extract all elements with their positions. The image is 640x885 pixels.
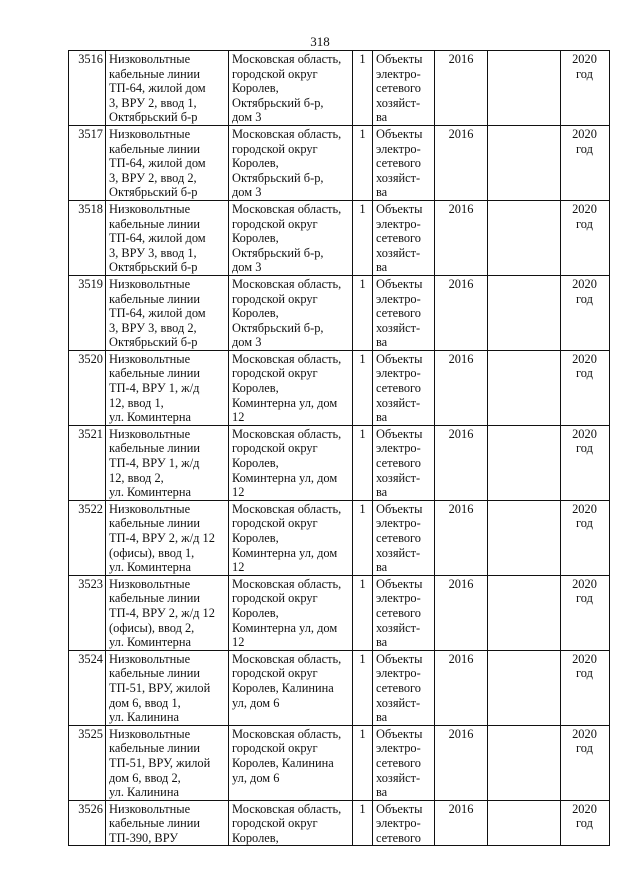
- cell-line: Объекты: [376, 126, 423, 141]
- cell-line: городской округ: [232, 666, 318, 681]
- cell-line: Королев, Калинина: [232, 680, 334, 695]
- cell-line: электро-: [376, 366, 421, 381]
- cell-line: электро-: [376, 816, 421, 831]
- cell-line: городской округ: [232, 516, 318, 531]
- object-name-cell: [106, 575, 229, 650]
- cell-line: Королев, Калинина: [232, 755, 334, 770]
- cell-line: ТП-4, ВРУ 1, ж/д: [109, 381, 200, 396]
- cell-line: сетевого: [376, 306, 421, 321]
- row-number-cell: 3526: [69, 800, 106, 846]
- quantity-cell: 1: [353, 125, 373, 200]
- cell-line: кабельные линии: [109, 516, 201, 531]
- cell-line: Королев,: [232, 531, 279, 545]
- extra-cell: [488, 275, 561, 350]
- cell-line: хозяйст-: [376, 620, 421, 635]
- address-cell: [229, 200, 353, 275]
- cell-line: Московская область,: [232, 351, 342, 366]
- cell-line: Октябрьский б-р,: [232, 245, 324, 260]
- cell-line: ва: [376, 410, 388, 425]
- deadline-cell: [561, 575, 610, 650]
- cell-line: 2020: [572, 576, 597, 591]
- cell-line: 2020: [572, 276, 597, 291]
- category-cell: [373, 800, 435, 846]
- year-cell: 2016: [435, 575, 488, 650]
- cell-line: хозяйст-: [376, 320, 421, 335]
- extra-cell: [488, 350, 561, 425]
- cell-line: ул. Калинина: [109, 710, 179, 725]
- category-cell: [373, 500, 435, 575]
- cell-line: кабельные линии: [109, 816, 201, 831]
- cell-line: хозяйст-: [376, 470, 421, 485]
- cell-line: ул. Коминтерна: [109, 635, 191, 650]
- deadline-cell: [561, 275, 610, 350]
- address-cell: [229, 51, 353, 126]
- object-name-cell: [106, 125, 229, 200]
- cell-line: Октябрьский б-р: [109, 335, 198, 350]
- page-number: 318: [310, 34, 330, 49]
- cell-line: Низковольтные: [109, 351, 191, 366]
- cell-line: хозяйст-: [376, 770, 421, 785]
- cell-line: 12, ввод 1,: [109, 395, 164, 410]
- cell-line: год: [576, 291, 593, 306]
- quantity-cell: 1: [353, 650, 373, 725]
- cell-line: Московская область,: [232, 726, 342, 741]
- quantity-cell: 1: [353, 350, 373, 425]
- category-cell: [373, 51, 435, 126]
- cell-line: год: [576, 216, 593, 231]
- cell-line: (офисы), ввод 1,: [109, 545, 195, 560]
- deadline-cell: [561, 200, 610, 275]
- object-name-cell: [106, 500, 229, 575]
- cell-line: электро-: [376, 741, 421, 756]
- cell-line: Московская область,: [232, 201, 342, 216]
- quantity-cell: 1: [353, 51, 373, 126]
- cell-line: Объекты: [376, 501, 423, 516]
- cell-line: городской округ: [232, 816, 318, 831]
- cell-line: кабельные линии: [109, 666, 201, 681]
- extra-cell: [488, 575, 561, 650]
- cell-line: ТП-64, жилой дом: [109, 231, 206, 246]
- cell-line: ва: [376, 260, 388, 275]
- cell-line: ул, дом 6: [232, 695, 280, 710]
- cell-line: ТП-51, ВРУ, жилой: [109, 755, 211, 770]
- cell-line: кабельные линии: [109, 366, 201, 381]
- table-row: [69, 725, 610, 800]
- cell-line: ва: [376, 335, 388, 350]
- cell-line: Низковольтные: [109, 576, 191, 591]
- year-cell: 2016: [435, 275, 488, 350]
- extra-cell: [488, 125, 561, 200]
- cell-line: Низковольтные: [109, 126, 191, 141]
- year-cell: 2016: [435, 125, 488, 200]
- row-number-cell: 3518: [69, 200, 106, 275]
- object-name-cell: [106, 275, 229, 350]
- cell-line: (офисы), ввод 2,: [109, 620, 195, 635]
- extra-cell: [488, 725, 561, 800]
- deadline-cell: [561, 800, 610, 846]
- cell-line: Низковольтные: [109, 726, 191, 741]
- year-cell: 2016: [435, 500, 488, 575]
- row-number-cell: 3525: [69, 725, 106, 800]
- cell-line: Объекты: [376, 201, 423, 216]
- cell-line: 3, ВРУ 2, ввод 2,: [109, 170, 197, 185]
- cell-line: сетевого: [376, 381, 421, 396]
- cell-line: городской округ: [232, 291, 318, 306]
- deadline-cell: [561, 500, 610, 575]
- cell-line: городской округ: [232, 591, 318, 606]
- cell-line: сетевого: [376, 605, 421, 620]
- address-cell: [229, 725, 353, 800]
- object-name-cell: [106, 650, 229, 725]
- cell-line: электро-: [376, 441, 421, 456]
- cell-line: 3, ВРУ 3, ввод 2,: [109, 320, 197, 335]
- cell-line: 2020: [572, 201, 597, 216]
- quantity-cell: 1: [353, 425, 373, 500]
- cell-line: Московская область,: [232, 651, 342, 666]
- cell-line: 2020: [572, 726, 597, 741]
- quantity-cell: 1: [353, 200, 373, 275]
- deadline-cell: [561, 425, 610, 500]
- cell-line: Низковольтные: [109, 501, 191, 516]
- cell-line: Октябрьский б-р,: [232, 170, 324, 185]
- cell-line: дом 6, ввод 2,: [109, 770, 181, 785]
- cell-line: ва: [376, 110, 388, 125]
- cell-line: 2020: [572, 501, 597, 516]
- year-cell: 2016: [435, 425, 488, 500]
- object-name-cell: [106, 425, 229, 500]
- cell-line: городской округ: [232, 741, 318, 756]
- table-row: [69, 51, 610, 126]
- cell-line: хозяйст-: [376, 395, 421, 410]
- quantity-cell: 1: [353, 800, 373, 846]
- table-row: [69, 125, 610, 200]
- cell-line: Объекты: [376, 426, 423, 441]
- cell-line: дом 6, ввод 1,: [109, 695, 181, 710]
- cell-line: ва: [376, 485, 388, 500]
- cell-line: Объекты: [376, 651, 423, 666]
- cell-line: ТП-64, жилой дом: [109, 81, 206, 96]
- cell-line: электро-: [376, 216, 421, 231]
- cell-line: Объекты: [376, 726, 423, 741]
- cell-line: ул. Коминтерна: [109, 410, 191, 425]
- cell-line: Королев,: [232, 456, 279, 471]
- cell-line: Коминтерна ул, дом: [232, 620, 338, 635]
- cell-line: 2020: [572, 351, 597, 366]
- cell-line: Объекты: [376, 52, 423, 66]
- cell-line: ТП-4, ВРУ 2, ж/д 12: [109, 605, 215, 620]
- object-name-cell: [106, 800, 229, 846]
- address-cell: [229, 350, 353, 425]
- cell-line: 2020: [572, 801, 597, 816]
- cell-line: Королев,: [232, 81, 279, 96]
- cell-line: хозяйст-: [376, 545, 421, 560]
- cell-line: Московская область,: [232, 276, 342, 291]
- cell-line: ва: [376, 785, 388, 800]
- address-cell: [229, 275, 353, 350]
- cell-line: 2020: [572, 426, 597, 441]
- cell-line: кабельные линии: [109, 66, 201, 81]
- category-cell: [373, 350, 435, 425]
- address-cell: [229, 425, 353, 500]
- year-cell: 2016: [435, 650, 488, 725]
- address-cell: [229, 575, 353, 650]
- cell-line: электро-: [376, 141, 421, 156]
- cell-line: год: [576, 591, 593, 606]
- cell-line: электро-: [376, 291, 421, 306]
- row-number-cell: 3524: [69, 650, 106, 725]
- cell-line: Октябрьский б-р,: [232, 95, 324, 110]
- cell-line: кабельные линии: [109, 141, 201, 156]
- cell-line: кабельные линии: [109, 591, 201, 606]
- cell-line: городской округ: [232, 216, 318, 231]
- year-cell: 2016: [435, 800, 488, 846]
- table-row: [69, 350, 610, 425]
- cell-line: ул, дом 6: [232, 770, 280, 785]
- cell-line: электро-: [376, 516, 421, 531]
- cell-line: сетевого: [376, 456, 421, 471]
- cell-line: ул. Калинина: [109, 785, 179, 800]
- cell-line: Королев,: [232, 231, 279, 246]
- cell-line: 12: [232, 410, 245, 425]
- category-cell: [373, 125, 435, 200]
- address-cell: [229, 500, 353, 575]
- object-name-cell: [106, 200, 229, 275]
- cell-line: Объекты: [376, 276, 423, 291]
- cell-line: год: [576, 141, 593, 156]
- cell-line: кабельные линии: [109, 291, 201, 306]
- quantity-cell: 1: [353, 275, 373, 350]
- cell-line: год: [576, 741, 593, 756]
- cell-line: Королев,: [232, 605, 279, 620]
- cell-line: сетевого: [376, 231, 421, 246]
- cell-line: год: [576, 441, 593, 456]
- cell-line: Королев,: [232, 381, 279, 396]
- table-row: [69, 200, 610, 275]
- cell-line: год: [576, 66, 593, 81]
- extra-cell: [488, 650, 561, 725]
- cell-line: Октябрьский б-р: [109, 185, 198, 200]
- cell-line: Московская область,: [232, 126, 342, 141]
- cell-line: 12, ввод 2,: [109, 470, 164, 485]
- cell-line: хозяйст-: [376, 695, 421, 710]
- quantity-cell: 1: [353, 725, 373, 800]
- cell-line: 12: [232, 560, 245, 575]
- table-row: [69, 425, 610, 500]
- deadline-cell: [561, 650, 610, 725]
- row-number-cell: 3521: [69, 425, 106, 500]
- cell-line: год: [576, 366, 593, 381]
- category-cell: [373, 275, 435, 350]
- cell-line: 12: [232, 635, 245, 650]
- quantity-cell: 1: [353, 500, 373, 575]
- cell-line: Коминтерна ул, дом: [232, 395, 338, 410]
- cell-line: ва: [376, 635, 388, 650]
- year-cell: 2016: [435, 350, 488, 425]
- deadline-cell: [561, 350, 610, 425]
- year-cell: 2016: [435, 200, 488, 275]
- category-cell: [373, 200, 435, 275]
- cell-line: Коминтерна ул, дом: [232, 545, 338, 560]
- address-cell: [229, 650, 353, 725]
- cell-line: Низковольтные: [109, 426, 191, 441]
- table-row: [69, 575, 610, 650]
- cell-line: Объекты: [376, 576, 423, 591]
- table-row: [69, 800, 610, 846]
- cell-line: ТП-64, жилой дом: [109, 156, 206, 171]
- deadline-cell: [561, 125, 610, 200]
- deadline-cell: [561, 51, 610, 126]
- cell-line: городской округ: [232, 141, 318, 156]
- cell-line: Коминтерна ул, дом: [232, 470, 338, 485]
- cell-line: электро-: [376, 666, 421, 681]
- cell-line: городской округ: [232, 366, 318, 381]
- cell-line: электро-: [376, 66, 421, 81]
- cell-line: 3, ВРУ 2, ввод 1,: [109, 95, 197, 110]
- year-cell: 2016: [435, 725, 488, 800]
- row-number-cell: 3517: [69, 125, 106, 200]
- cell-line: ва: [376, 185, 388, 200]
- cell-line: сетевого: [376, 531, 421, 545]
- category-cell: [373, 575, 435, 650]
- cell-line: ва: [376, 710, 388, 725]
- cell-line: Низковольтные: [109, 276, 191, 291]
- cell-line: 3, ВРУ 3, ввод 1,: [109, 245, 197, 260]
- cell-line: ва: [376, 560, 388, 575]
- table-row: [69, 500, 610, 575]
- cell-line: сетевого: [376, 830, 421, 845]
- cell-line: хозяйст-: [376, 170, 421, 185]
- cell-line: городской округ: [232, 441, 318, 456]
- row-number-cell: 3516: [69, 51, 106, 126]
- cell-line: дом 3: [232, 335, 262, 350]
- register-body: [69, 51, 610, 846]
- register-table: [68, 50, 610, 846]
- cell-line: ТП-51, ВРУ, жилой: [109, 680, 211, 695]
- cell-line: 2020: [572, 126, 597, 141]
- cell-line: Объекты: [376, 351, 423, 366]
- extra-cell: [488, 500, 561, 575]
- row-number-cell: 3523: [69, 575, 106, 650]
- cell-line: Московская область,: [232, 801, 342, 816]
- cell-line: Королев,: [232, 306, 279, 321]
- row-number-cell: 3519: [69, 275, 106, 350]
- cell-line: Московская область,: [232, 52, 342, 66]
- cell-line: сетевого: [376, 156, 421, 171]
- category-cell: [373, 425, 435, 500]
- cell-line: хозяйст-: [376, 95, 421, 110]
- category-cell: [373, 650, 435, 725]
- cell-line: Королев,: [232, 156, 279, 171]
- cell-line: кабельные линии: [109, 741, 201, 756]
- table-row: [69, 275, 610, 350]
- row-number-cell: 3522: [69, 500, 106, 575]
- cell-line: ул. Коминтерна: [109, 560, 191, 575]
- extra-cell: [488, 425, 561, 500]
- cell-line: ТП-4, ВРУ 1, ж/д: [109, 456, 200, 471]
- object-name-cell: [106, 725, 229, 800]
- cell-line: Московская область,: [232, 426, 342, 441]
- cell-line: кабельные линии: [109, 216, 201, 231]
- cell-line: городской округ: [232, 66, 318, 81]
- cell-line: дом 3: [232, 110, 262, 125]
- cell-line: Королев,: [232, 830, 279, 845]
- cell-line: Низковольтные: [109, 651, 191, 666]
- cell-line: Московская область,: [232, 576, 342, 591]
- cell-line: Низковольтные: [109, 801, 191, 816]
- cell-line: сетевого: [376, 81, 421, 96]
- cell-line: сетевого: [376, 755, 421, 770]
- cell-line: Объекты: [376, 801, 423, 816]
- table-row: [69, 650, 610, 725]
- extra-cell: [488, 200, 561, 275]
- cell-line: Октябрьский б-р: [109, 260, 198, 275]
- year-cell: 2016: [435, 51, 488, 126]
- cell-line: год: [576, 816, 593, 831]
- address-cell: [229, 125, 353, 200]
- cell-line: Октябрьский б-р: [109, 110, 198, 125]
- cell-line: ТП-390, ВРУ: [109, 830, 179, 845]
- cell-line: Московская область,: [232, 501, 342, 516]
- cell-line: ул. Коминтерна: [109, 485, 191, 500]
- cell-line: год: [576, 516, 593, 531]
- cell-line: ТП-64, жилой дом: [109, 306, 206, 321]
- cell-line: 2020: [572, 651, 597, 666]
- extra-cell: [488, 51, 561, 126]
- cell-line: Низковольтные: [109, 201, 191, 216]
- cell-line: ТП-4, ВРУ 2, ж/д 12: [109, 531, 215, 545]
- quantity-cell: 1: [353, 575, 373, 650]
- deadline-cell: [561, 725, 610, 800]
- cell-line: электро-: [376, 591, 421, 606]
- extra-cell: [488, 800, 561, 846]
- cell-line: Низковольтные: [109, 52, 191, 66]
- cell-line: кабельные линии: [109, 441, 201, 456]
- object-name-cell: [106, 350, 229, 425]
- cell-line: сетевого: [376, 680, 421, 695]
- cell-line: 12: [232, 485, 245, 500]
- category-cell: [373, 725, 435, 800]
- object-name-cell: [106, 51, 229, 126]
- cell-line: год: [576, 666, 593, 681]
- cell-line: 2020: [572, 52, 597, 66]
- cell-line: дом 3: [232, 260, 262, 275]
- row-number-cell: 3520: [69, 350, 106, 425]
- cell-line: хозяйст-: [376, 245, 421, 260]
- address-cell: [229, 800, 353, 846]
- cell-line: дом 3: [232, 185, 262, 200]
- cell-line: Октябрьский б-р,: [232, 320, 324, 335]
